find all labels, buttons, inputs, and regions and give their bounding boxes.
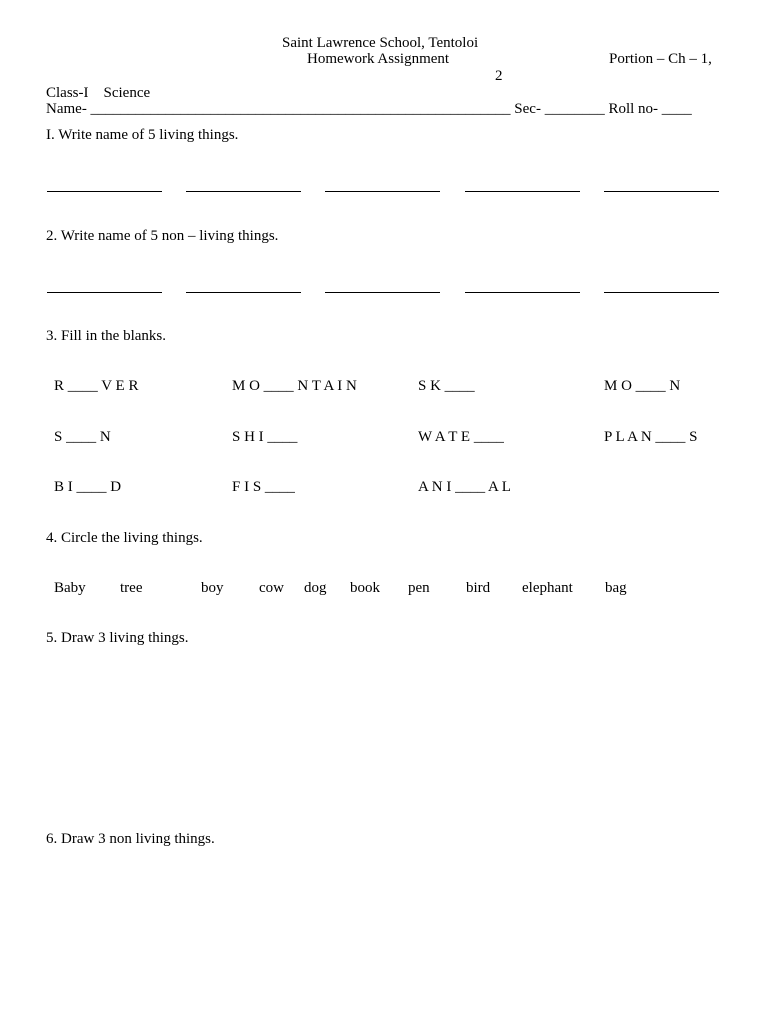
circle-word: pen: [408, 580, 430, 596]
question-5: 5. Draw 3 living things.: [46, 630, 189, 646]
circle-word: Baby: [54, 580, 86, 596]
fill-blank-item: M O ____ N: [604, 378, 681, 394]
circle-word: tree: [120, 580, 143, 596]
fill-blank-item: M O ____ N T A I N: [232, 378, 357, 394]
circle-word: boy: [201, 580, 224, 596]
answer-blank: [604, 191, 719, 192]
fill-blank-item: R ____ V E R: [54, 378, 139, 394]
fill-blank-item: A N I ____ A L: [418, 479, 511, 495]
answer-blank: [604, 292, 719, 293]
circle-word: book: [350, 580, 380, 596]
name-section-roll-line: Name- ________________________________________________________ Sec- ________ Roll no- ____: [46, 101, 692, 117]
portion-label-continued: 2: [495, 68, 503, 84]
fill-blank-item: S H I ____: [232, 429, 298, 445]
class-subject-line: Class-I Science: [46, 85, 151, 101]
fill-blank-item: W A T E ____: [418, 429, 504, 445]
answer-blank: [47, 191, 162, 192]
answer-blank: [47, 292, 162, 293]
question-4: 4. Circle the living things.: [46, 530, 203, 546]
fill-blank-item: P L A N ____ S: [604, 429, 698, 445]
circle-word: dog: [304, 580, 327, 596]
circle-word: cow: [259, 580, 284, 596]
answer-blank: [325, 292, 440, 293]
assignment-title: Homework Assignment: [307, 51, 450, 67]
answer-blank: [186, 191, 301, 192]
answer-blank: [465, 191, 580, 192]
fill-blank-item: S K ____: [418, 378, 475, 394]
question-1: I. Write name of 5 living things.: [46, 127, 239, 143]
question-3: 3. Fill in the blanks.: [46, 328, 166, 344]
answer-blank: [186, 292, 301, 293]
school-name: Saint Lawrence School, Tentoloi: [282, 35, 479, 51]
portion-label: Portion – Ch – 1,: [609, 51, 712, 67]
answer-blank: [325, 191, 440, 192]
fill-blank-item: F I S ____: [232, 479, 295, 495]
question-2: 2. Write name of 5 non – living things.: [46, 228, 279, 244]
circle-word: bag: [605, 580, 627, 596]
circle-word: elephant: [522, 580, 573, 596]
answer-blank: [465, 292, 580, 293]
question-6: 6. Draw 3 non living things.: [46, 831, 215, 847]
circle-word: bird: [466, 580, 491, 596]
fill-blank-item: B I ____ D: [54, 479, 122, 495]
fill-blank-item: S ____ N: [54, 429, 111, 445]
